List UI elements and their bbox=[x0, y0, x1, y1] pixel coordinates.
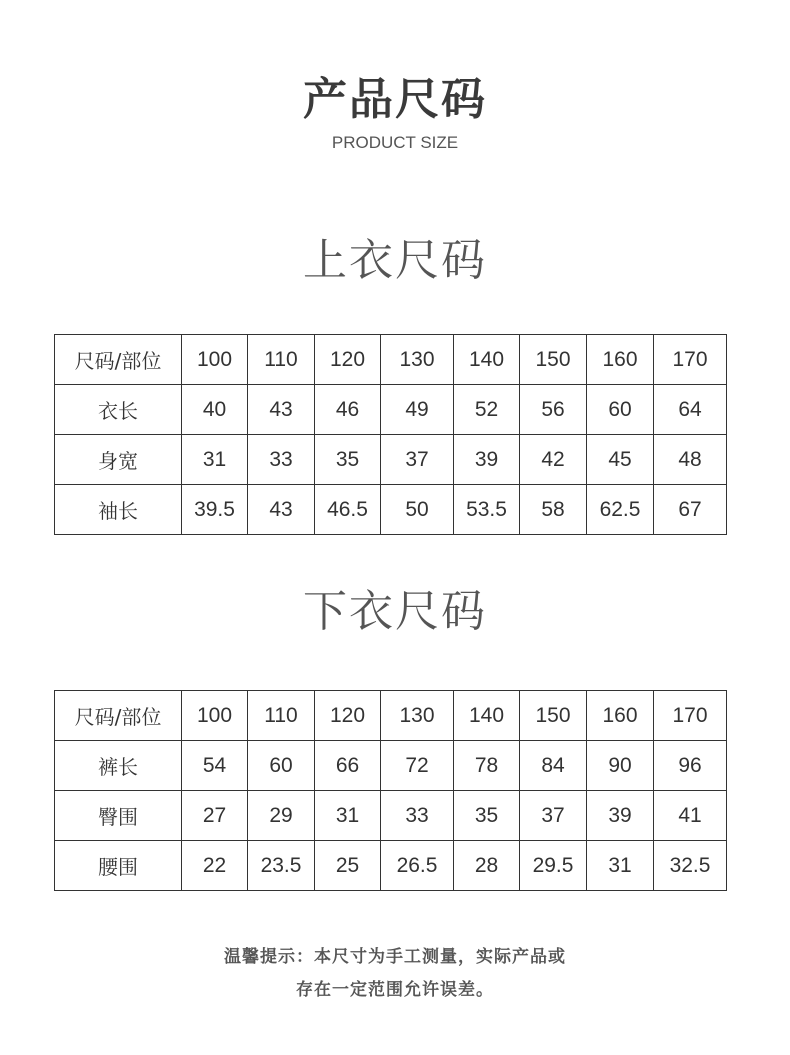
value-cell: 26.5 bbox=[381, 841, 454, 891]
value-cell: 32.5 bbox=[654, 841, 727, 891]
value-cell: 29 bbox=[248, 791, 315, 841]
bottoms-section-title: 下衣尺码 bbox=[303, 586, 487, 637]
value-cell: 72 bbox=[381, 741, 454, 791]
value-cell: 52 bbox=[454, 385, 520, 435]
table-row bbox=[55, 385, 727, 435]
size-header-cell: 110 bbox=[248, 335, 315, 385]
value-cell: 25 bbox=[315, 841, 381, 891]
value-cell: 54 bbox=[182, 741, 248, 791]
value-cell: 49 bbox=[381, 385, 454, 435]
bottoms-size-table bbox=[54, 690, 727, 891]
value-cell: 22 bbox=[182, 841, 248, 891]
tops-section-title: 上衣尺码 bbox=[303, 235, 487, 286]
value-cell: 84 bbox=[520, 741, 587, 791]
value-cell: 56 bbox=[520, 385, 587, 435]
page-title: 产品尺码 bbox=[303, 74, 487, 125]
size-header-cell: 120 bbox=[315, 335, 381, 385]
value-cell: 39 bbox=[454, 435, 520, 485]
table-row bbox=[55, 791, 727, 841]
size-header-cell: 160 bbox=[587, 335, 654, 385]
value-cell: 96 bbox=[654, 741, 727, 791]
size-header-cell: 140 bbox=[454, 691, 520, 741]
row-label-cell: 裤长 bbox=[55, 741, 182, 791]
value-cell: 67 bbox=[654, 485, 727, 535]
value-cell: 31 bbox=[315, 791, 381, 841]
table-header-row bbox=[55, 691, 727, 741]
value-cell: 40 bbox=[182, 385, 248, 435]
value-cell: 48 bbox=[654, 435, 727, 485]
value-cell: 41 bbox=[654, 791, 727, 841]
value-cell: 31 bbox=[182, 435, 248, 485]
value-cell: 33 bbox=[381, 791, 454, 841]
value-cell: 64 bbox=[654, 385, 727, 435]
value-cell: 27 bbox=[182, 791, 248, 841]
header-label-cell: 尺码/部位 bbox=[55, 691, 182, 741]
row-label-cell: 衣长 bbox=[55, 385, 182, 435]
size-header-cell: 110 bbox=[248, 691, 315, 741]
value-cell: 39.5 bbox=[182, 485, 248, 535]
header-label-cell: 尺码/部位 bbox=[55, 335, 182, 385]
value-cell: 46.5 bbox=[315, 485, 381, 535]
value-cell: 43 bbox=[248, 385, 315, 435]
table-row bbox=[55, 841, 727, 891]
row-label-cell: 腰围 bbox=[55, 841, 182, 891]
size-header-cell: 170 bbox=[654, 335, 727, 385]
size-header-cell: 100 bbox=[182, 335, 248, 385]
value-cell: 29.5 bbox=[520, 841, 587, 891]
value-cell: 66 bbox=[315, 741, 381, 791]
value-cell: 58 bbox=[520, 485, 587, 535]
size-header-cell: 140 bbox=[454, 335, 520, 385]
size-header-cell: 150 bbox=[520, 691, 587, 741]
value-cell: 23.5 bbox=[248, 841, 315, 891]
page-subtitle: PRODUCT SIZE bbox=[331, 133, 459, 152]
value-cell: 90 bbox=[587, 741, 654, 791]
row-label-cell: 臀围 bbox=[55, 791, 182, 841]
value-cell: 43 bbox=[248, 485, 315, 535]
tops-size-table bbox=[54, 334, 727, 535]
tip-note-line-1: 温馨提示：本尺寸为手工测量，实际产品或 bbox=[224, 947, 566, 967]
value-cell: 60 bbox=[587, 385, 654, 435]
size-header-cell: 130 bbox=[381, 691, 454, 741]
size-header-cell: 160 bbox=[587, 691, 654, 741]
value-cell: 35 bbox=[315, 435, 381, 485]
value-cell: 45 bbox=[587, 435, 654, 485]
tip-note-line-2: 存在一定范围允许误差。 bbox=[296, 980, 494, 1000]
size-header-cell: 130 bbox=[381, 335, 454, 385]
value-cell: 60 bbox=[248, 741, 315, 791]
table-header-row bbox=[55, 335, 727, 385]
size-header-cell: 100 bbox=[182, 691, 248, 741]
value-cell: 50 bbox=[381, 485, 454, 535]
table-row bbox=[55, 741, 727, 791]
value-cell: 46 bbox=[315, 385, 381, 435]
value-cell: 78 bbox=[454, 741, 520, 791]
value-cell: 31 bbox=[587, 841, 654, 891]
value-cell: 39 bbox=[587, 791, 654, 841]
size-header-cell: 170 bbox=[654, 691, 727, 741]
value-cell: 37 bbox=[381, 435, 454, 485]
value-cell: 53.5 bbox=[454, 485, 520, 535]
value-cell: 37 bbox=[520, 791, 587, 841]
value-cell: 33 bbox=[248, 435, 315, 485]
row-label-cell: 身宽 bbox=[55, 435, 182, 485]
size-header-cell: 120 bbox=[315, 691, 381, 741]
row-label-cell: 袖长 bbox=[55, 485, 182, 535]
table-row bbox=[55, 485, 727, 535]
value-cell: 42 bbox=[520, 435, 587, 485]
table-row bbox=[55, 435, 727, 485]
value-cell: 35 bbox=[454, 791, 520, 841]
value-cell: 62.5 bbox=[587, 485, 654, 535]
size-header-cell: 150 bbox=[520, 335, 587, 385]
value-cell: 28 bbox=[454, 841, 520, 891]
